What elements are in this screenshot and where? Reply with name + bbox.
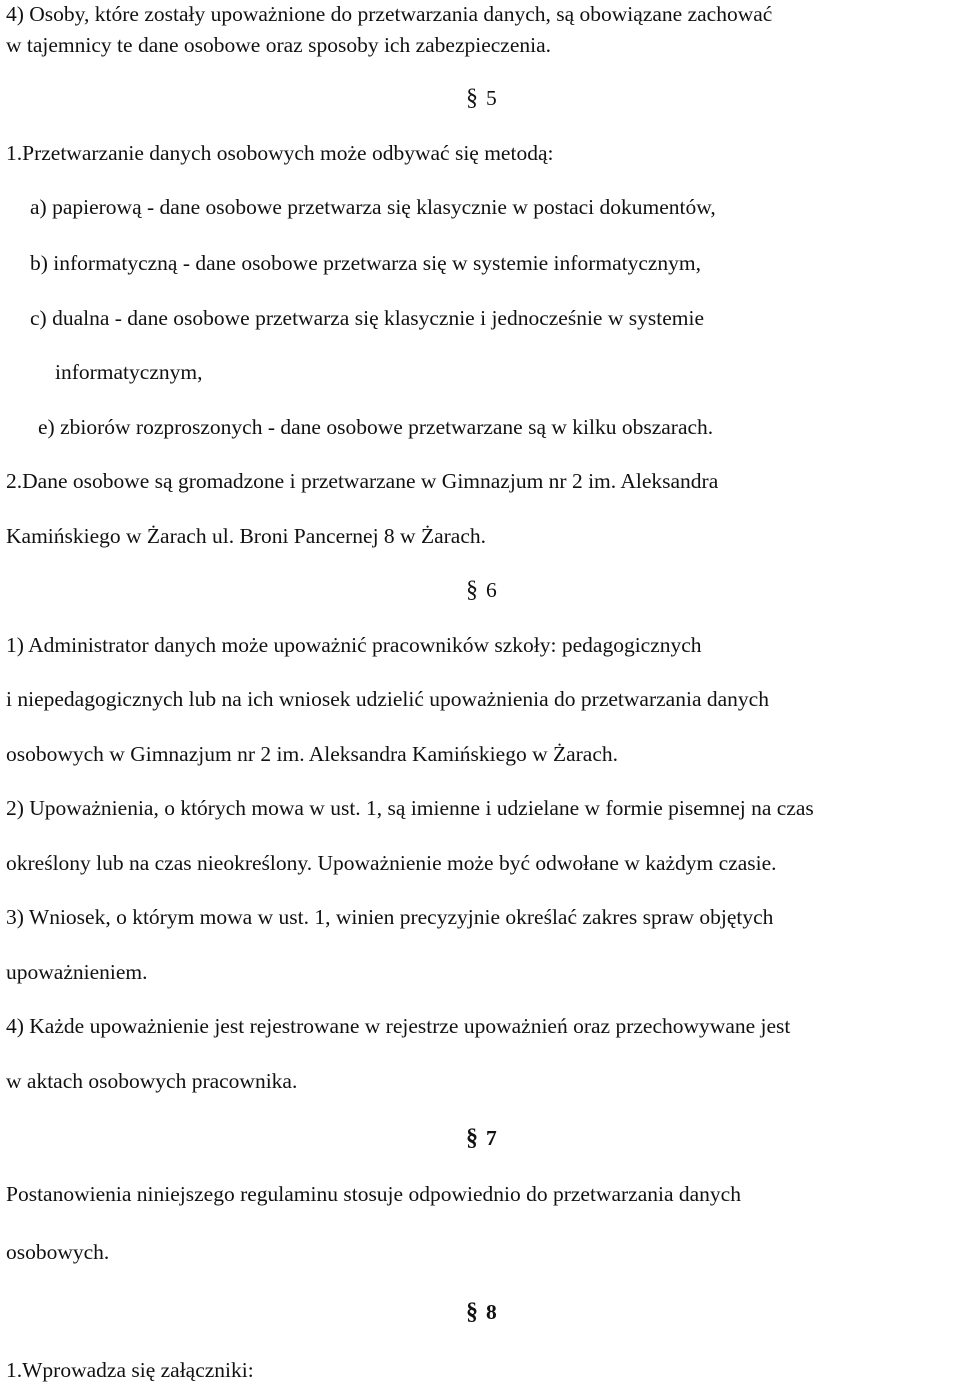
text-line: osobowych w Gimnazjum nr 2 im. Aleksandra Kamińskiego w Żarach. bbox=[6, 742, 619, 766]
section-symbol: § bbox=[466, 85, 478, 111]
text-line: Postanowienia niniejszego regulaminu stosuje odpowiednio do przetwarzania danych bbox=[6, 1182, 741, 1206]
list-item: b) informatyczną - dane osobowe przetwarza się w systemie informatycznym, bbox=[30, 251, 702, 275]
text-line: 1.Wprowadza się załączniki: bbox=[6, 1358, 254, 1382]
text-line: i niepedagogicznych lub na ich wniosek udzielić upoważnienia do przetwarzania danych bbox=[6, 687, 769, 711]
section-number: 6 bbox=[486, 578, 497, 602]
section-symbol: § bbox=[466, 1125, 478, 1151]
section-symbol: § bbox=[466, 1299, 478, 1325]
text-line: Kamińskiego w Żarach ul. Broni Pancernej 8 w Żarach. bbox=[6, 524, 487, 548]
section-heading-6 bbox=[466, 576, 497, 604]
list-item: a) papierową - dane osobowe przetwarza się klasycznie w postaci dokumentów, bbox=[30, 195, 716, 219]
text-line: w tajemnicy te dane osobowe oraz sposoby ich zabezpieczenia. bbox=[6, 33, 552, 57]
section-symbol: § bbox=[466, 577, 478, 603]
text-line: w aktach osobowych pracownika. bbox=[6, 1069, 298, 1093]
text-line: 4) Każde upoważnienie jest rejestrowane w rejestrze upoważnień oraz przechowywane jest bbox=[6, 1014, 791, 1038]
section-number: 8 bbox=[486, 1300, 497, 1324]
text-line: 2) Upoważnienia, o których mowa w ust. 1, są imienne i udzielane w formie pisemnej na czas bbox=[6, 796, 814, 820]
list-item: c) dualna - dane osobowe przetwarza się klasycznie i jednocześnie w systemie bbox=[30, 306, 704, 330]
text-line: 2.Dane osobowe są gromadzone i przetwarzane w Gimnazjum nr 2 im. Aleksandra bbox=[6, 469, 719, 493]
text-line: 4) Osoby, które zostały upoważnione do przetwarzania danych, są obowiązane zachować bbox=[6, 2, 773, 26]
section-number: 5 bbox=[486, 86, 497, 110]
section-number: 7 bbox=[486, 1126, 497, 1150]
text-line: osobowych. bbox=[6, 1240, 110, 1264]
text-line: upoważnieniem. bbox=[6, 960, 148, 984]
section-heading-5 bbox=[466, 84, 497, 112]
text-line: 1.Przetwarzanie danych osobowych może odbywać się metodą: bbox=[6, 141, 554, 165]
section-heading-8 bbox=[466, 1298, 497, 1326]
list-item: e) zbiorów rozproszonych - dane osobowe przetwarzane są w kilku obszarach. bbox=[38, 415, 714, 439]
section-heading-7 bbox=[466, 1124, 497, 1152]
text-line: 1) Administrator danych może upoważnić pracowników szkoły: pedagogicznych bbox=[6, 633, 702, 657]
text-line: określony lub na czas nieokreślony. Upoważnienie może być odwołane w każdym czasie. bbox=[6, 851, 777, 875]
text-line: 3) Wniosek, o którym mowa w ust. 1, winien precyzyjnie określać zakres spraw objętych bbox=[6, 905, 774, 929]
list-item-continuation: informatycznym, bbox=[55, 360, 203, 384]
